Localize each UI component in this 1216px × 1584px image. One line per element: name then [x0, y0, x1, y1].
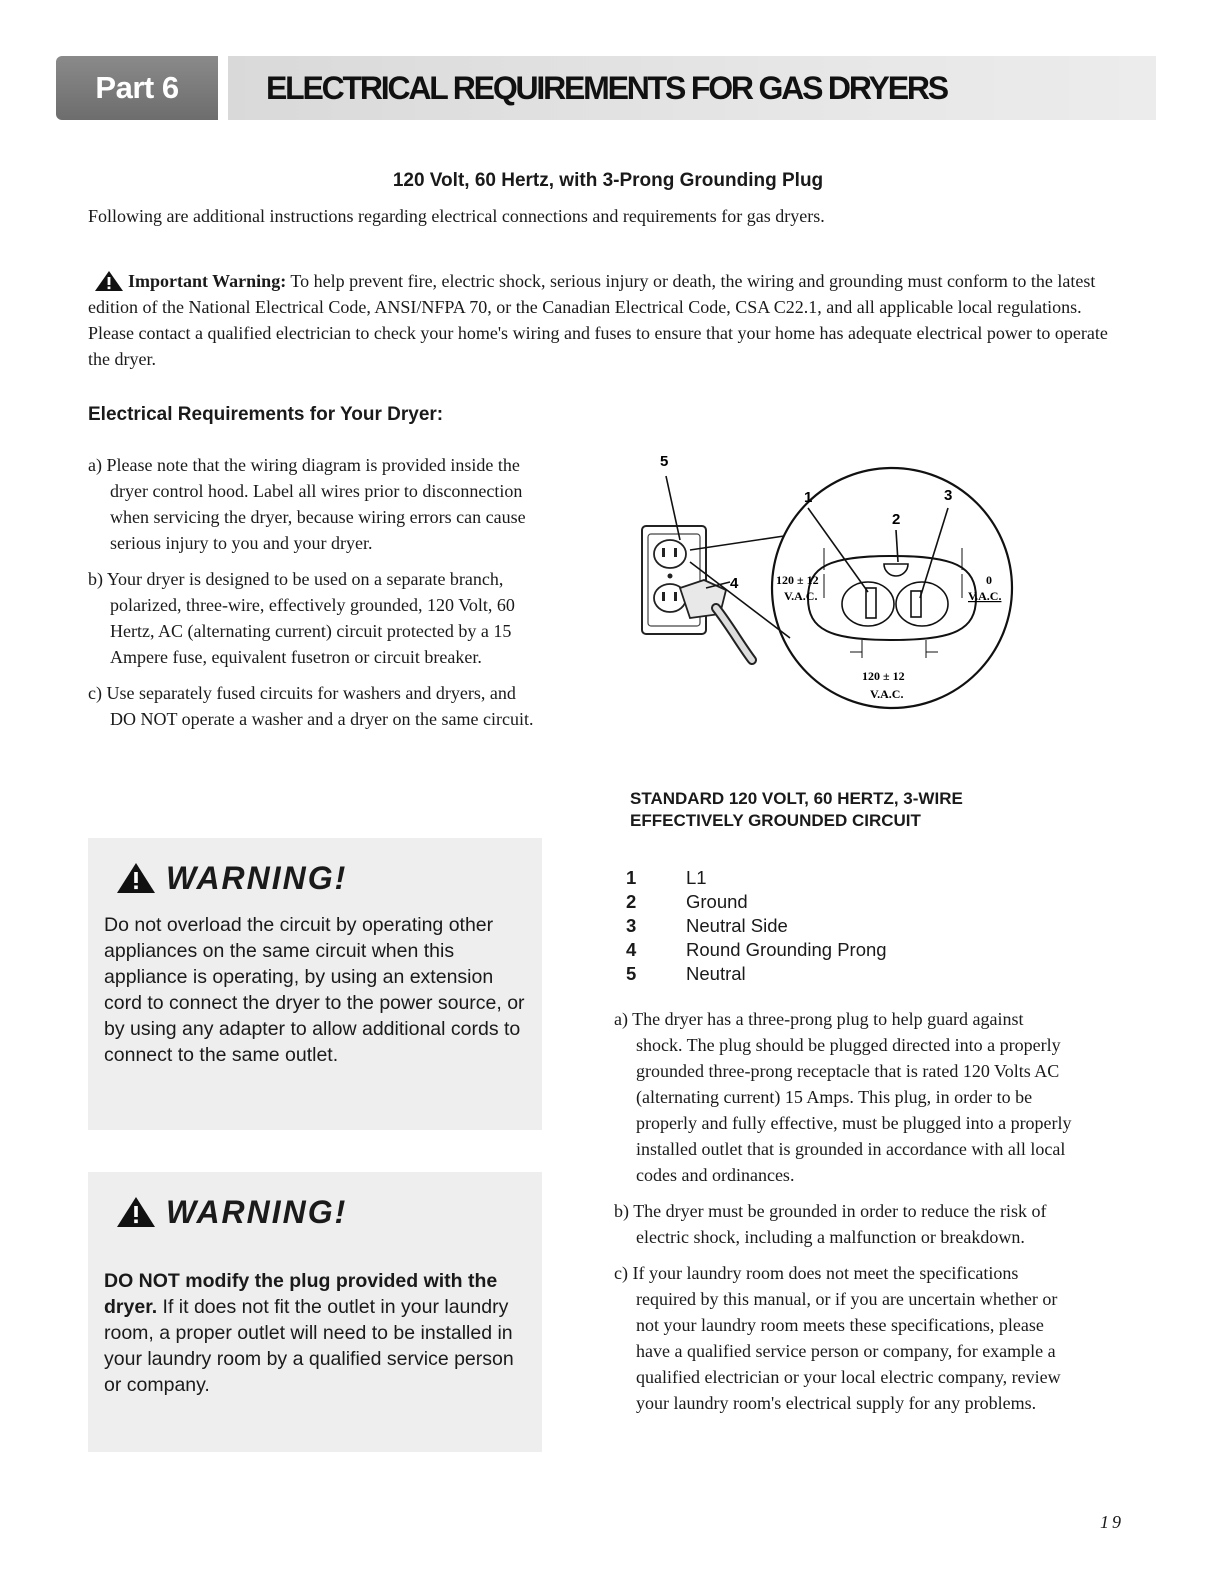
intro-paragraph: Following are additional instructions regarding electrical connections and requirements for gas dryers. [88, 206, 825, 226]
callout-5: 5 [660, 453, 669, 470]
warning-box-overload [88, 838, 542, 1130]
warning-text: Do not overload the circuit by operating other appliances on the same circuit when this appliance is operating, by using an extension cord to connect the dryer to the power source, or by using any adapter to allow additional cords to connect to the same outlet. [104, 914, 525, 1066]
caption-line: EFFECTIVELY GROUNDED CIRCUIT [630, 811, 921, 830]
list-item [88, 566, 538, 670]
legend-number: 2 [626, 891, 637, 912]
callout-3: 3 [944, 487, 953, 504]
warning-title [116, 1196, 526, 1228]
legend-number: 5 [626, 963, 637, 984]
list-marker: a) [614, 1009, 628, 1029]
list-marker: c) [88, 683, 102, 703]
voltage-bottom-value: 120 ± 12 [862, 669, 905, 683]
list-marker: a) [88, 455, 102, 475]
voltage-right-unit: V.A.C. [968, 589, 1002, 603]
list-text: The dryer has a three-prong plug to help guard against shock. The plug should be plugged directed into a properly grounded three-prong receptacle that is rated 120 Volts AC (alternating current) 15 Amps. This plug, in order to be properly and fully effective, must be plugged into a properly installed outlet that is grounded in accordance with all local codes and ordinances. [632, 1009, 1072, 1185]
diagram-caption [630, 788, 1050, 832]
list-marker: c) [614, 1263, 628, 1283]
legend-row [626, 962, 887, 986]
callout-4: 4 [730, 575, 739, 592]
important-warning-lead: Important Warning: [128, 271, 287, 291]
legend-label: L1 [686, 867, 707, 888]
warning-box-plug [88, 1172, 542, 1452]
legend-label: Ground [686, 891, 748, 912]
callout-1: 1 [804, 489, 813, 506]
warning-bold-text: DO NOT modify the plug provided with the dryer. [104, 1270, 498, 1318]
voltage-right-value: 0 [986, 573, 992, 587]
list-marker: b) [614, 1201, 629, 1221]
list-text: Your dryer is designed to be used on a separate branch, polarized, three-wire, effectively grounded, 120 Volt, 60 Hertz, AC (alternating current) circuit protected by a 15 Ampere fuse, equivalent fusetron or circuit breaker. [106, 569, 515, 667]
important-warning [88, 268, 1108, 372]
legend-number: 4 [626, 939, 637, 960]
important-warning-text: To help prevent fire, electric shock, serious injury or death, the wiring and grounding must conform to the latest edition of the National Electrical Code, ANSI/NFPA 70, or the Canadian Electrical Code, CSA C22.1, and all applicable local regulations. Please contact a qualified electrician to check your home's wiring and fuses to ensure that your home has adequate electrical power to operate the dryer. [88, 271, 1108, 369]
list-text: Please note that the wiring diagram is provided inside the dryer control hood. Label all wires prior to disconnection when servicing the dryer, because wiring errors can cause serious injury to you and your dryer. [106, 455, 526, 553]
list-item [88, 452, 538, 556]
voltage-left-value: 120 ± 12 [776, 573, 819, 587]
title-band [228, 56, 1156, 120]
warning-title-text: WARNING! [166, 860, 348, 896]
list-item [614, 1198, 1074, 1250]
list-item [614, 1260, 1074, 1416]
warning-triangle-icon [94, 270, 124, 292]
warning-triangle-icon [116, 1196, 156, 1228]
diagram-legend [626, 866, 887, 986]
list-text: If your laundry room does not meet the specifications required by this manual, or if you are uncertain whether or not your laundry room meets these specifications, please have a qualified service person or company, for example a qualified electrician or your local electric company, review your laundry room's electrical supply for any problems. [632, 1263, 1061, 1413]
requirements-heading: Electrical Requirements for Your Dryer: [88, 404, 444, 425]
list-marker: b) [88, 569, 103, 589]
list-item [614, 1006, 1074, 1188]
legend-number: 3 [626, 915, 637, 936]
caption-line: STANDARD 120 VOLT, 60 HERTZ, 3-WIRE [630, 789, 963, 808]
page-number: 19 [1100, 1512, 1124, 1532]
warning-title [116, 862, 526, 894]
warning-triangle-icon [116, 862, 156, 894]
voltage-left-unit: V.A.C. [784, 589, 818, 603]
legend-label: Neutral [686, 963, 746, 984]
voltage-bottom-unit: V.A.C. [870, 687, 904, 701]
legend-label: Round Grounding Prong [686, 939, 887, 960]
outlet-wiring-diagram [630, 448, 1090, 758]
list-item [88, 680, 538, 732]
legend-row [626, 938, 887, 962]
warning-body-text: If it does not fit the outlet in your laundry room, a proper outlet will need to be installed in your laundry room by a qualified service person or company. [104, 1296, 514, 1396]
list-text: Use separately fused circuits for washers and dryers, and DO NOT operate a washer and a dryer on the same circuit. [106, 683, 534, 729]
legend-label: Neutral Side [686, 915, 788, 936]
callout-2: 2 [892, 511, 901, 528]
subtitle: 120 Volt, 60 Hertz, with 3-Prong Grounding Plug [392, 170, 824, 191]
warning-title-text: WARNING! [166, 1194, 348, 1230]
plug-notes-list [614, 1006, 1074, 1426]
section-header [56, 56, 1156, 120]
page-title: ELECTRICAL REQUIREMENTS FOR GAS DRYERS [266, 69, 947, 106]
list-text: The dryer must be grounded in order to reduce the risk of electric shock, including a malfunction or breakdown. [633, 1201, 1047, 1247]
legend-row [626, 866, 887, 890]
legend-row [626, 890, 887, 914]
requirements-list [88, 452, 538, 742]
legend-row [626, 914, 887, 938]
part-label: Part 6 [56, 56, 218, 120]
legend-number: 1 [626, 867, 637, 888]
warning-text [104, 1268, 526, 1398]
